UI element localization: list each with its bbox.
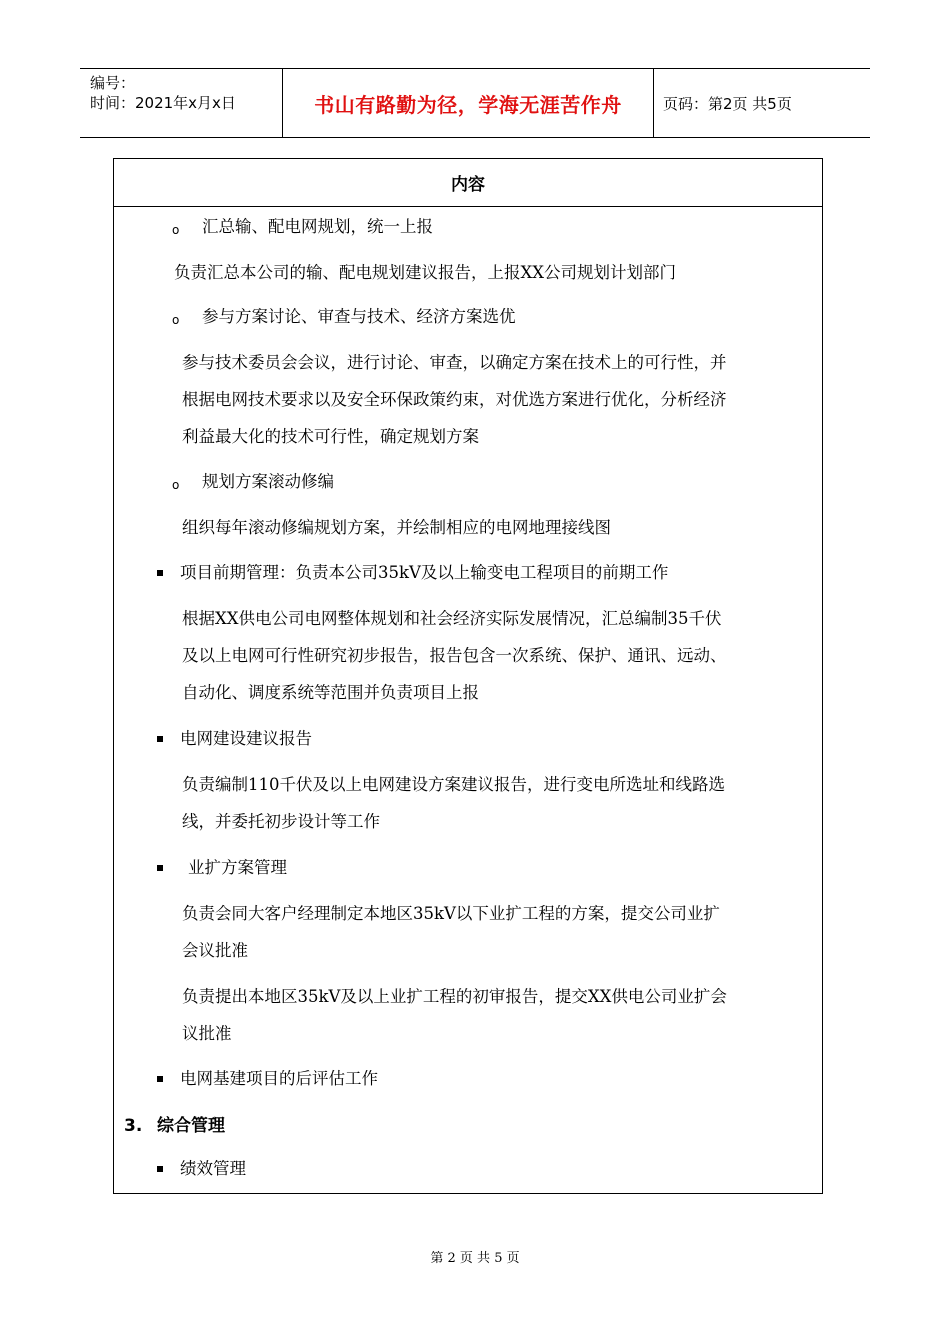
item-text: 规划方案滚动修编: [202, 472, 334, 491]
item-text: 议批准: [182, 1024, 232, 1043]
circle-bullet-icon: o: [172, 223, 180, 237]
item-text: 会议批准: [182, 941, 248, 960]
item-text: 参与技术委员会会议，进行讨论、审查，以确定方案在技术上的可行性，并: [182, 353, 727, 372]
item-text: 汇总输、配电网规划，统一上报: [202, 217, 433, 236]
square-bullet-icon: [157, 736, 163, 742]
item-text: 电网基建项目的后评估工作: [180, 1069, 378, 1088]
page-info: 页码：第2页 共5页: [663, 94, 792, 113]
number-label: 编号：: [90, 74, 136, 92]
item-text: 负责会同大客户经理制定本地区35kV以下业扩工程的方案，提交公司业扩: [182, 904, 720, 923]
square-bullet-icon: [157, 865, 163, 871]
circle-bullet-icon: o: [172, 478, 180, 492]
item-text: 根据XX供电公司电网整体规划和社会经济实际发展情况，汇总编制35千伏: [182, 609, 722, 628]
item-text: 自动化、调度系统等范围并负责项目上报: [182, 683, 479, 702]
square-bullet-icon: [157, 1166, 163, 1172]
item-text: 负责编制110千伏及以上电网建设方案建议报告，进行变电所选址和线路选: [182, 775, 725, 794]
header-motto: 书山有路勤为径，学海无涯苦作舟: [314, 92, 622, 117]
item-text: 负责汇总本公司的输、配电规划建议报告，上报XX公司规划计划部门: [174, 263, 676, 282]
square-bullet-icon: [157, 1076, 163, 1082]
header-meta: [90, 73, 282, 113]
item-text: 绩效管理: [180, 1159, 246, 1178]
item-text: 组织每年滚动修编规划方案，并绘制相应的电网地理接线图: [182, 518, 611, 537]
section-number: 3.: [124, 1116, 143, 1136]
item-text: 线，并委托初步设计等工作: [182, 812, 380, 831]
square-bullet-icon: [157, 570, 163, 576]
item-text: 电网建设建议报告: [180, 729, 312, 748]
item-text: 负责提出本地区35kV及以上业扩工程的初审报告，提交XX供电公司业扩会: [182, 987, 727, 1006]
page-footer: 第 2 页 共 5 页: [430, 1251, 520, 1266]
item-text: 参与方案讨论、审查与技术、经济方案选优: [202, 307, 516, 326]
time-label: 时间：2021年x月x日: [90, 94, 236, 112]
item-text: 业扩方案管理: [188, 858, 287, 877]
item-text: 及以上电网可行性研究初步报告，报告包含一次系统、保护、通讯、远动、: [182, 646, 727, 665]
item-text: 利益最大化的技术可行性，确定规划方案: [182, 427, 479, 446]
page-header: [80, 68, 870, 138]
item-text: 根据电网技术要求以及安全环保政策约束，对优选方案进行优化，分析经济: [182, 390, 727, 409]
content-title: 内容: [114, 159, 822, 207]
item-text: 项目前期管理：负责本公司35kV及以上输变电工程项目的前期工作: [180, 563, 669, 582]
circle-bullet-icon: o: [172, 313, 180, 327]
section-title: 综合管理: [157, 1116, 225, 1136]
header-divider: [653, 69, 654, 137]
